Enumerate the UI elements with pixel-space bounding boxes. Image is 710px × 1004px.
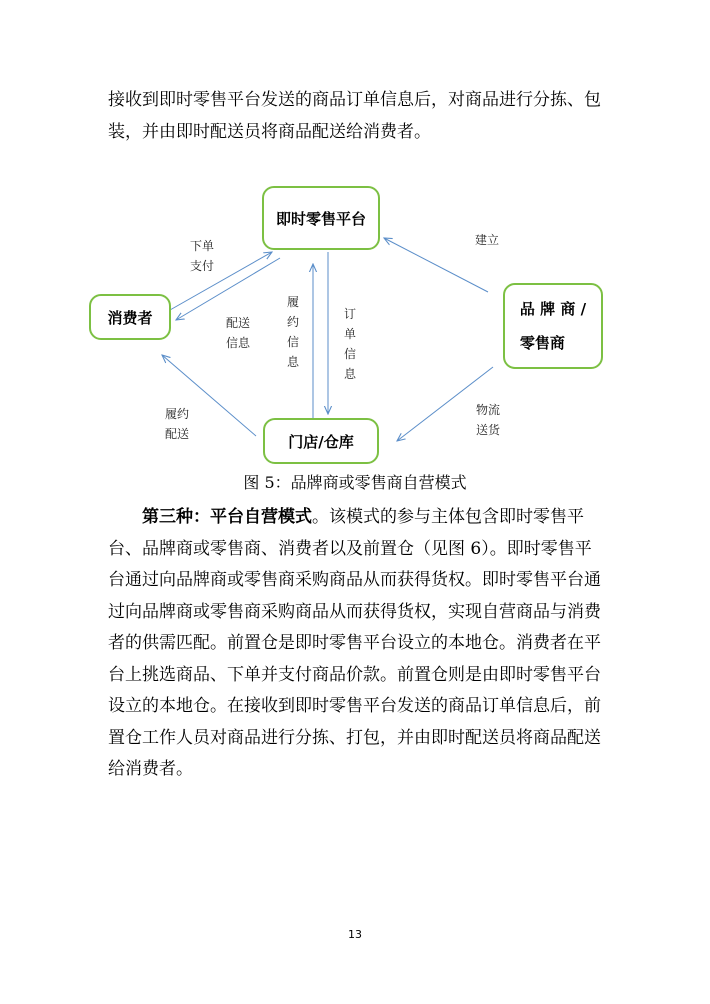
label-fulfill: 履约 (165, 407, 190, 421)
label-delivery-2: 配送 (165, 427, 190, 441)
node-brand-line2: 零售商 (519, 334, 565, 352)
label-logistics (476, 400, 500, 440)
label-pay: 支付 (190, 259, 215, 273)
arrow-consumer-to-platform (170, 252, 272, 310)
node-consumer: 消费者 (89, 294, 171, 340)
paragraph-1: 接收到即时零售平台发送的商品订单信息后，对商品进行分拣、包装，并由即时配送员将商品配送给消费者。 (108, 90, 601, 142)
label-establish: 建立 (475, 233, 500, 247)
node-platform: 即时零售平台 (262, 186, 380, 250)
node-store-warehouse: 门店/仓库 (263, 418, 379, 464)
label-delivery: 配送 (226, 316, 251, 330)
arrow-brand-to-platform (384, 238, 488, 292)
paragraph-2-lead-punct: 。 (312, 507, 329, 527)
label-order: 下单 (190, 239, 215, 253)
page-number: 13 (348, 928, 362, 941)
paragraph-2 (108, 502, 608, 786)
label-delivery-info (226, 313, 250, 353)
label-fulfill-info: 履约信息 (286, 295, 299, 369)
node-brand-retailer (503, 283, 603, 369)
node-brand-line1: 品 牌 商 / (519, 300, 587, 318)
figure-caption: 图 5：品牌商或零售商自营模式 (243, 473, 467, 492)
label-fulfill-delivery (165, 404, 189, 444)
label-logistics-1: 物流 (476, 403, 501, 417)
label-info: 信息 (226, 336, 251, 350)
paragraph-2-body: 该模式的参与主体包含即时零售平台、品牌商或零售商、消费者以及前置仓（见图 6）。即时零售平台通过向品牌商或零售商采购商品从而获得货权。即时零售平台通过向品牌商或零售商采购商品从而获得货权，实现自营商品与消费者的供需匹配。前置仓是即时零售平台设立的本地仓。消费者在平台上挑选商品、下单并支付商品价款。前置仓则是由即时零售平台设立的本地仓。在接收到即时零售平台发送的商品订单信息后，前置仓工作人员对商品进行分拣、打包，并由即时配送员将商品配送给消费者。 (108, 507, 601, 779)
label-order-info: 订单信息 (343, 307, 356, 381)
business-model-diagram (0, 0, 710, 470)
label-order-pay (190, 236, 214, 276)
label-logistics-2: 送货 (476, 423, 501, 437)
paragraph-2-lead: 第三种：平台自营模式 (142, 507, 312, 527)
